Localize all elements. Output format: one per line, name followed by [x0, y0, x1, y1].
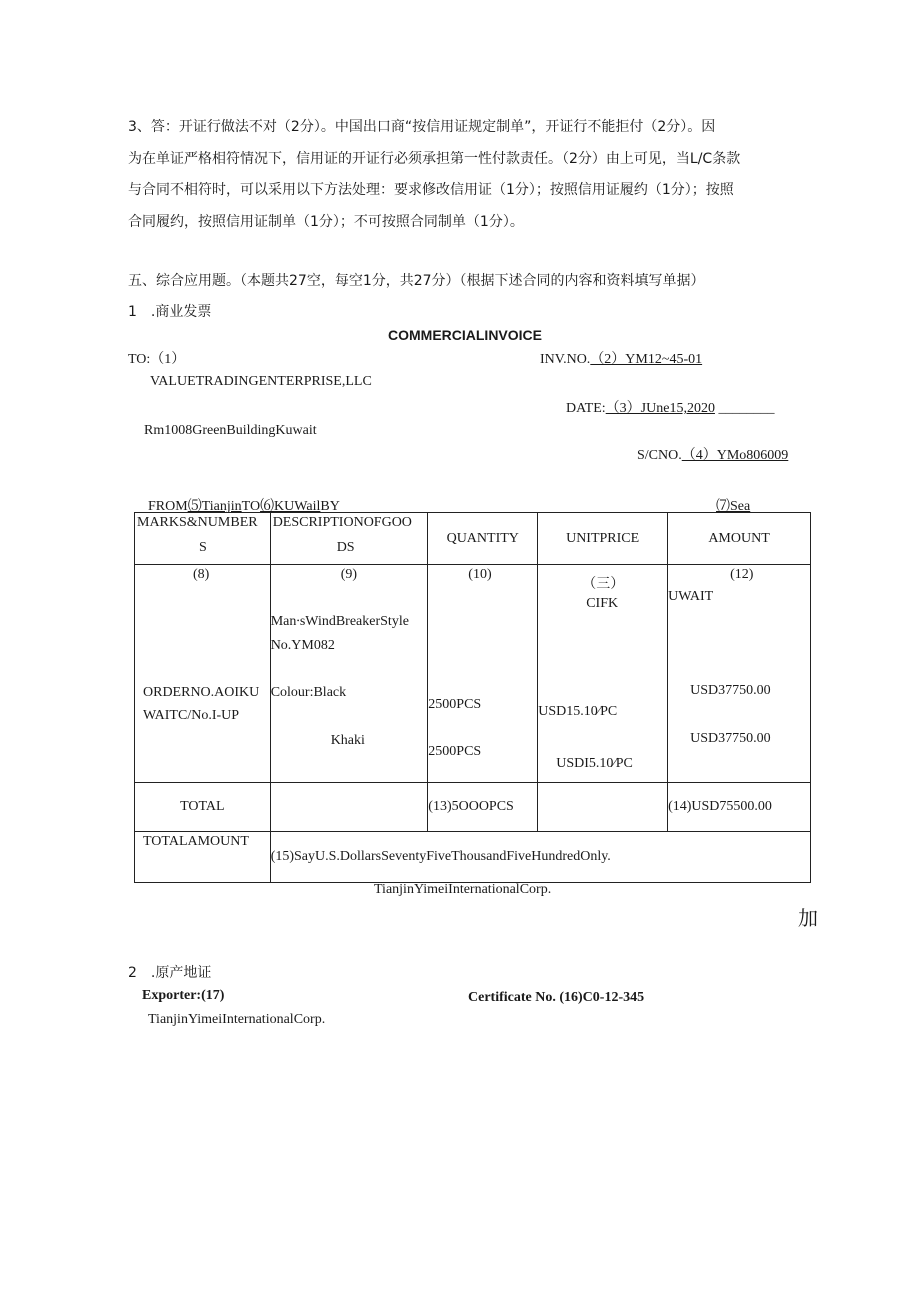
- table-body-row: [135, 565, 811, 783]
- sc-no: [637, 444, 788, 464]
- header-desc-line2: DS: [336, 540, 355, 555]
- exporter-value: TianjinYimeiInternationalCorp.: [148, 1012, 326, 1027]
- table-total-amount-row: [135, 832, 811, 883]
- answer-paragraph: [128, 112, 808, 238]
- sc-no-value: （4）YMo806009: [681, 448, 789, 463]
- item2-heading: 2 .原产地证: [128, 965, 212, 981]
- header-marks-line2: S: [199, 540, 207, 555]
- header-desc-line1: DESCRIPTIONOFGOO: [272, 515, 412, 530]
- answer-line: 合同履约，按照信用证制单（1分）；不可按照合同制单（1分）。: [128, 213, 524, 230]
- amount-number: (12): [730, 567, 754, 582]
- exporter-label: Exporter:(17): [142, 988, 225, 1003]
- body-description: [270, 565, 428, 783]
- inv-no-label: INV.NO.: [540, 352, 591, 367]
- to-label: TO:（1）: [128, 352, 186, 367]
- header-marks: [135, 513, 271, 565]
- stamp-character: 加: [798, 906, 818, 930]
- by-label: BY: [320, 499, 340, 514]
- price-black: USD15.10∕PC: [538, 704, 618, 719]
- inv-no-value: （2）YM12~45-01: [590, 352, 703, 367]
- amount-khaki: USD37750.00: [690, 731, 771, 746]
- from-label: FROM: [148, 499, 188, 514]
- total-empty: [270, 783, 428, 832]
- total-price-empty: [538, 783, 668, 832]
- body-unit-price: [538, 565, 668, 783]
- item1-heading: 1 .商业发票: [128, 304, 212, 320]
- route-to-value: ⑹KUWail: [260, 499, 321, 514]
- route-to-label: TO: [241, 499, 261, 514]
- total-label: TOTAL: [135, 783, 271, 832]
- date-blank: ________: [718, 401, 775, 416]
- to-address: Rm1008GreenBuildingKuwait: [144, 423, 317, 438]
- desc-colour: Colour:Black: [270, 685, 347, 700]
- qty-khaki: 2500PCS: [428, 744, 482, 759]
- amount-term: UWAIT: [668, 589, 714, 604]
- certificate-label: Certificate No.: [468, 990, 556, 1005]
- to-name: VALUETRADINGENTERPRISE,LLC: [150, 374, 372, 389]
- date-value: （3）JUne15,2020: [605, 401, 715, 416]
- desc-khaki: Khaki: [330, 733, 365, 748]
- marks-line2: WAITC/No.I-UP: [143, 708, 240, 723]
- desc-line1: Man∙sWindBreakerStyle: [270, 614, 409, 629]
- total-amount-label: TOTALAMOUNT: [143, 834, 249, 849]
- by-value: ⑺Sea: [716, 499, 751, 514]
- marks-number: (8): [193, 567, 210, 582]
- price-number: （三）: [582, 577, 625, 592]
- header-amount: AMOUNT: [668, 513, 811, 565]
- body-marks: [135, 565, 271, 783]
- qty-black: 2500PCS: [428, 697, 482, 712]
- inv-no: [540, 348, 702, 368]
- certificate-number: [468, 990, 644, 1006]
- marks-line1: ORDERNO.AOIKU: [143, 685, 260, 700]
- section-heading: 五、综合应用题。（本题共27空，每空1分，共27分）（根据下述合同的内容和资料填写单据）: [128, 273, 705, 289]
- answer-line: 与合同不相符时，可以采用以下方法处理：要求修改信用证（1分）；按照信用证履约（1分）；按照: [128, 182, 734, 198]
- invoice-signer: TianjinYimeiInternationalCorp.: [374, 882, 552, 897]
- table-header-row: [135, 513, 811, 565]
- total-amount-label-cell: [135, 832, 271, 883]
- header-description: [270, 513, 428, 565]
- certificate-value: (16)C0-12-345: [559, 990, 645, 1005]
- header-marks-line1: MARKS&NUMBER: [137, 515, 258, 530]
- answer-line: 3、答：开证行做法不对（2分）。中国出口商“按信用证规定制单”，开证行不能拒付（2分）。因: [128, 119, 716, 135]
- sc-no-label: S/CNO.: [637, 448, 682, 463]
- desc-line2: No.YM082: [270, 638, 335, 653]
- table-total-row: [135, 783, 811, 832]
- desc-number: (9): [340, 567, 358, 582]
- total-quantity: (13)5OOOPCS: [428, 783, 538, 832]
- qty-number: (10): [468, 567, 492, 582]
- date: [566, 397, 774, 417]
- invoice-title: COMMERCIALINVOICE: [388, 327, 542, 343]
- price-term: CIFK: [586, 596, 619, 611]
- price-khaki: USDI5.10∕PC: [556, 756, 633, 771]
- from-value: ⑸Tianjin: [187, 499, 242, 514]
- body-amount: [668, 565, 811, 783]
- amount-black: USD37750.00: [690, 683, 771, 698]
- header-unit-price: UNITPRICE: [538, 513, 668, 565]
- total-amount-words: (15)SayU.S.DollarsSeventyFiveThousandFiveHundredOnly.: [270, 832, 810, 883]
- header-quantity: QUANTITY: [428, 513, 538, 565]
- invoice-table: [134, 512, 811, 883]
- answer-line: 为在单证严格相符情况下，信用证的开证行必须承担第一性付款责任。（2分）由上可见，当L/C条款: [128, 150, 741, 167]
- body-quantity: [428, 565, 538, 783]
- total-amount: (14)USD75500.00: [668, 783, 811, 832]
- date-label: DATE:: [566, 401, 606, 416]
